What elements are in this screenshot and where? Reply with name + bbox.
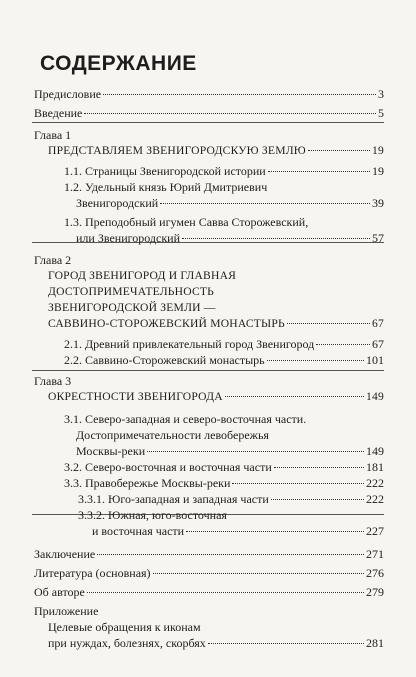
toc-entry-text: Об авторе bbox=[34, 585, 85, 599]
toc-entry-text: Звенигородский bbox=[76, 196, 159, 210]
toc-entry-text: 3.2. Северо-восточная и восточная части bbox=[64, 460, 272, 474]
leader-dots bbox=[271, 499, 364, 500]
leader-dots bbox=[287, 323, 370, 324]
toc-entry-text: 1.1. Страницы Звенигородской истории bbox=[64, 164, 266, 178]
leader-dots bbox=[274, 467, 364, 468]
toc-entry-section-3-2[interactable] bbox=[32, 459, 384, 475]
toc-page-number: 57 bbox=[372, 231, 384, 245]
toc-entry-text: или Звенигородский bbox=[76, 231, 180, 245]
toc-entry-text-line: Целевые обращения к иконам bbox=[48, 620, 201, 634]
toc-entry-text: 2.1. Древний привлекательный город Звенигород bbox=[64, 337, 315, 351]
leader-dots bbox=[97, 554, 364, 555]
chapter-label: Глава 3 bbox=[34, 374, 72, 388]
toc-entry-conclusion[interactable] bbox=[32, 546, 384, 562]
toc-page-number: 149 bbox=[366, 444, 384, 458]
toc-entry-text: 2.2. Саввино-Сторожевский монастырь bbox=[64, 353, 265, 367]
toc-page-number: 222 bbox=[366, 492, 384, 506]
toc-page-number: 5 bbox=[378, 106, 384, 120]
leader-dots bbox=[225, 396, 364, 397]
toc-page-number: 149 bbox=[366, 390, 384, 403]
toc-entry-preface[interactable] bbox=[32, 86, 384, 102]
leader-dots bbox=[316, 344, 370, 345]
toc-entry-about-author[interactable] bbox=[32, 584, 384, 600]
toc-page-number: 19 bbox=[372, 164, 384, 178]
toc-page-number: 276 bbox=[366, 566, 384, 580]
toc-entry-section-1-1[interactable] bbox=[32, 163, 384, 179]
toc-page-number: 222 bbox=[366, 476, 384, 490]
page-title: СОДЕРЖАНИЕ bbox=[40, 52, 197, 75]
toc-page-number: 281 bbox=[366, 636, 384, 650]
toc-entry-literature[interactable] bbox=[32, 565, 384, 581]
toc-entry-chapter-1[interactable] bbox=[32, 143, 384, 159]
appendix-label: Приложение bbox=[34, 604, 99, 618]
leader-dots bbox=[87, 592, 364, 593]
toc-page-number: 67 bbox=[372, 337, 384, 351]
leader-dots bbox=[308, 150, 370, 151]
toc-entry-text: Предисловие bbox=[34, 87, 102, 101]
toc-page-number: 227 bbox=[366, 524, 384, 538]
leader-dots bbox=[84, 113, 376, 114]
toc-entry-text: и восточная части bbox=[92, 524, 185, 538]
leader-dots bbox=[268, 171, 370, 172]
toc-entry-text: ОКРЕСТНОСТИ ЗВЕНИГОРОДА bbox=[48, 390, 223, 403]
leader-dots bbox=[147, 451, 364, 452]
toc-entry-text: Литература (основная) bbox=[34, 566, 151, 580]
toc-entry-text-line: ЗВЕНИГОРОДСКОЙ ЗЕМЛИ — bbox=[48, 301, 216, 314]
leader-dots bbox=[267, 360, 364, 361]
toc-entry-text: 3.3. Правобережье Москвы-реки bbox=[64, 476, 231, 490]
toc-entry-text: Москвы-реки bbox=[76, 444, 146, 458]
toc-entry-text: 3.3.1. Юго-западная и западная части bbox=[78, 492, 269, 506]
toc-page-number: 67 bbox=[372, 317, 384, 330]
toc-entry-section-2-2[interactable] bbox=[32, 352, 384, 368]
toc-entry-chapter-2[interactable] bbox=[32, 316, 384, 332]
toc-page-number: 279 bbox=[366, 585, 384, 599]
toc-entry-section-3-3-1[interactable] bbox=[32, 491, 384, 507]
leader-dots bbox=[232, 483, 364, 484]
toc-entry-text: при нуждах, болезнях, скорбях bbox=[48, 636, 206, 650]
leader-dots bbox=[208, 643, 364, 644]
toc-entry-text: Заключение bbox=[34, 547, 96, 561]
toc-page-number: 181 bbox=[366, 460, 384, 474]
table-of-contents bbox=[32, 86, 384, 651]
toc-entry-introduction[interactable] bbox=[32, 105, 384, 121]
toc-entry-text-line: 1.2. Удельный князь Юрий Дмитриевич bbox=[64, 180, 268, 194]
leader-dots bbox=[103, 94, 376, 95]
leader-dots bbox=[186, 531, 364, 532]
leader-dots bbox=[160, 203, 370, 204]
toc-entry-section-3-3[interactable] bbox=[32, 475, 384, 491]
toc-entry-section-2-1[interactable] bbox=[32, 336, 384, 352]
chapter-label: Глава 1 bbox=[34, 128, 72, 142]
leader-dots bbox=[153, 573, 364, 574]
toc-page-number: 101 bbox=[366, 353, 384, 367]
toc-entry-chapter-3[interactable] bbox=[32, 389, 384, 405]
toc-entry-section-3-3-2[interactable] bbox=[32, 523, 384, 539]
toc-entry-section-1-2[interactable] bbox=[32, 195, 384, 211]
chapter-label: Глава 2 bbox=[34, 253, 72, 267]
toc-entry-text: САВВИНО-СТОРОЖЕВСКИЙ МОНАСТЫРЬ bbox=[48, 317, 285, 330]
toc-page-number: 19 bbox=[372, 144, 384, 157]
toc-entry-text-line: ГОРОД ЗВЕНИГОРОД И ГЛАВНАЯ bbox=[48, 269, 237, 282]
leader-dots bbox=[182, 238, 370, 239]
toc-entry-section-3-1[interactable] bbox=[32, 443, 384, 459]
toc-entry-text-line: 1.3. Преподобный игумен Савва Сторожевский, bbox=[64, 215, 309, 229]
toc-page-number: 39 bbox=[372, 196, 384, 210]
toc-entry-text-line: Достопримечательности левобережья bbox=[76, 428, 269, 442]
toc-page-number: 271 bbox=[366, 547, 384, 561]
toc-page-number: 3 bbox=[378, 87, 384, 101]
toc-entry-text: ПРЕДСТАВЛЯЕМ ЗВЕНИГОРОДСКУЮ ЗЕМЛЮ bbox=[48, 144, 306, 157]
toc-entry-section-1-3[interactable] bbox=[32, 230, 384, 246]
toc-entry-text-line: 3.3.2. Южная, юго-восточная bbox=[78, 508, 227, 522]
toc-entry-appendix[interactable] bbox=[32, 635, 384, 651]
toc-entry-text-line: ДОСТОПРИМЕЧАТЕЛЬНОСТЬ bbox=[48, 285, 215, 298]
toc-entry-text: Введение bbox=[34, 106, 83, 120]
toc-entry-text-line: 3.1. Северо-западная и северо-восточная части. bbox=[64, 412, 307, 426]
